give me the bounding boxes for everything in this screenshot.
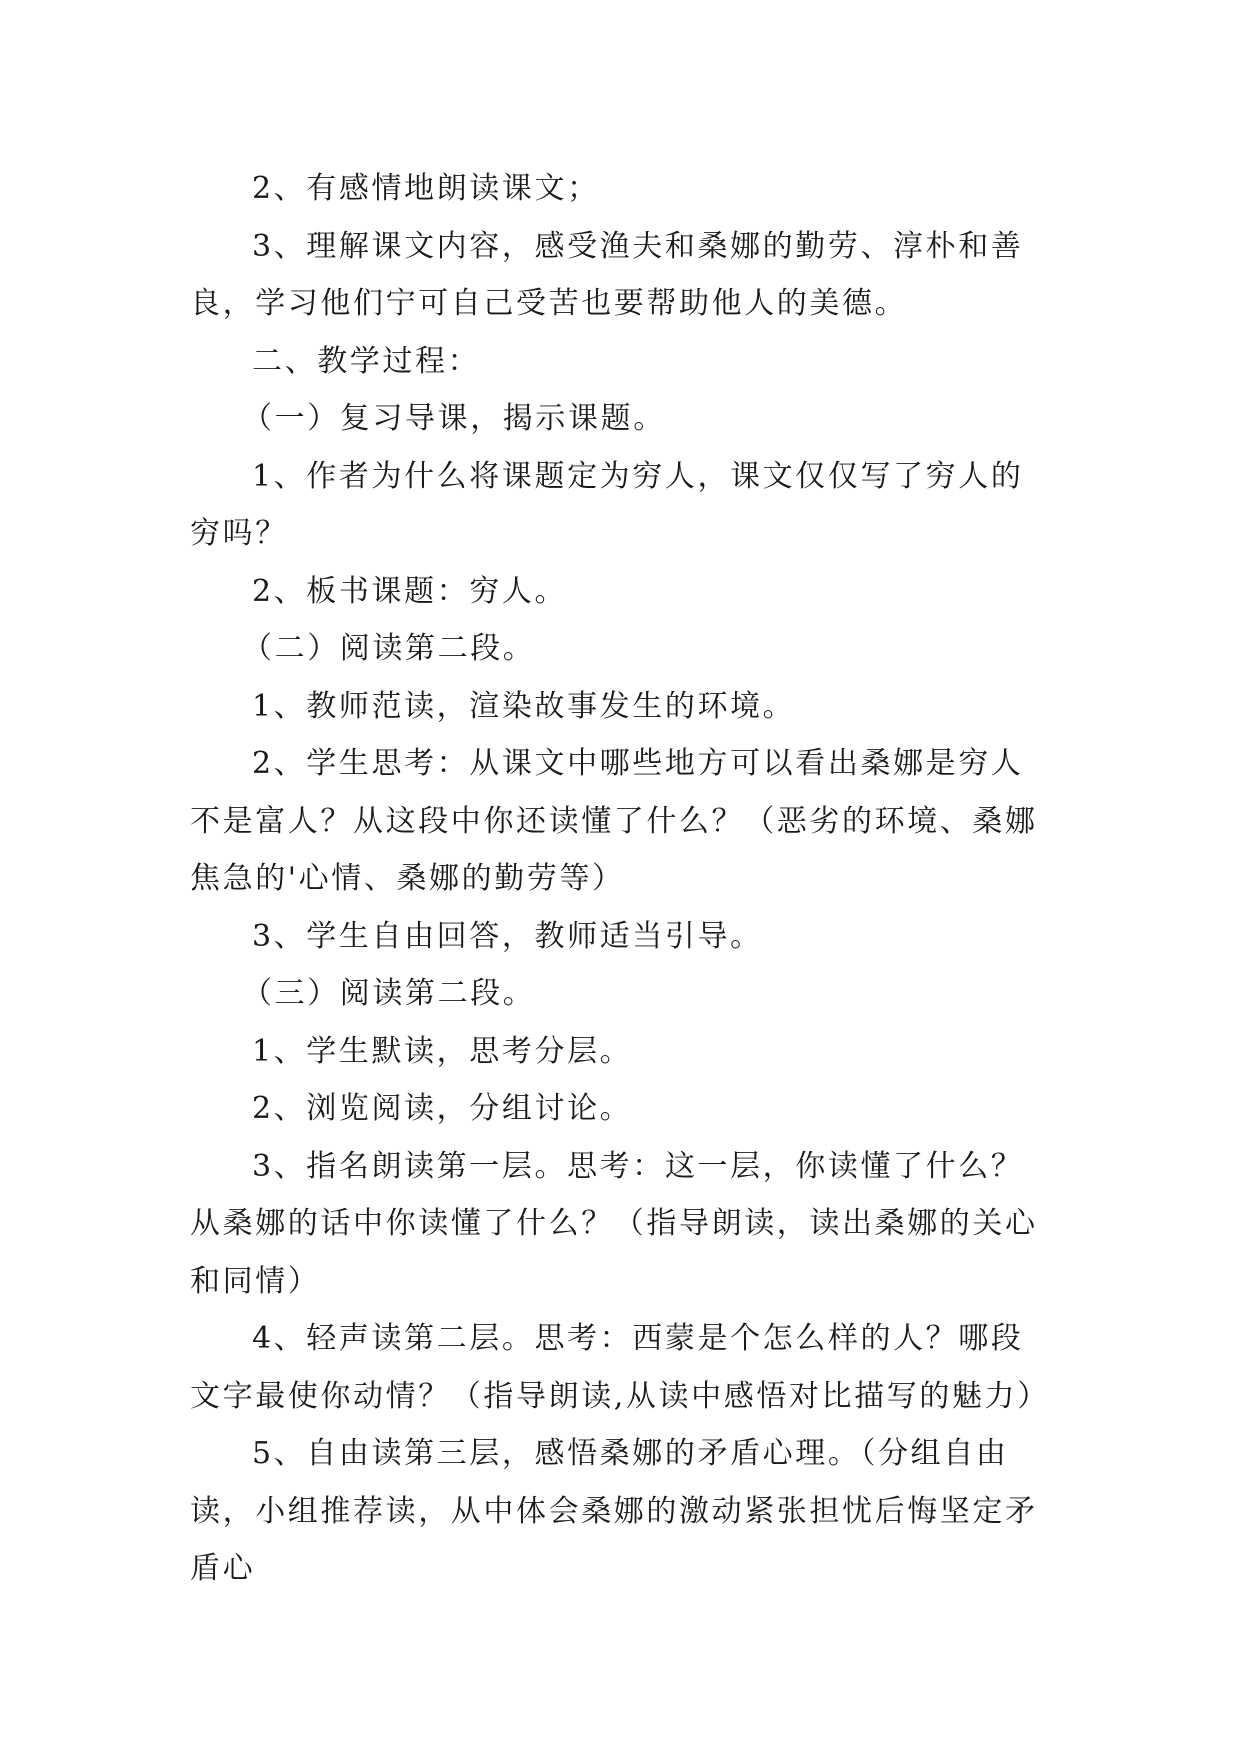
paragraph-objective-2: 2、有感情地朗读课文； (252, 171, 600, 206)
paragraph-read-third-2: 2、浏览阅读，分组讨论。 (252, 1091, 633, 1126)
paragraph-objective-3: 3、理解课文内容，感受渔夫和桑娜的勤劳、淳朴和善良，学习他们宁可自己受苦也要帮助他人的美德。 (190, 228, 1024, 321)
document-body (190, 160, 1050, 1598)
paragraph-review-2: 2、板书课题：穷人。 (252, 573, 568, 609)
paragraph-read-third-1: 1、学生默读，思考分层。 (252, 1033, 633, 1069)
paragraph-read-third-4: 4、轻声读第二层。思考：西蒙是个怎么样的人？哪段文字最使你动情？（指导朗读,从读中感悟对比描写的魅力） (190, 1321, 1050, 1414)
subsection-heading-review: （一）复习导课，揭示课题。 (242, 401, 666, 436)
paragraph-read-third-3: 3、指名朗读第一层。思考：这一层，你读懂了什么？从桑娜的话中你读懂了什么？（指导朗读，读出桑娜的关心和同情） (190, 1148, 1038, 1299)
paragraph-read-third-5: 5、自由读第三层，感悟桑娜的矛盾心理。（分组自由读，小组推荐读，从中体会桑娜的激动紧张担忧后悔坚定矛盾心 (190, 1436, 1038, 1586)
subsection-heading-read-second: （二）阅读第二段。 (242, 631, 536, 666)
paragraph-read-second-1: 1、教师范读，渲染故事发生的环境。 (252, 688, 796, 724)
paragraph-review-1: 1、作者为什么将课题定为穷人，课文仅仅写了穷人的穷吗？ (190, 458, 1024, 551)
subsection-heading-read-third: （三）阅读第二段。 (242, 976, 536, 1011)
section-heading-teaching-process: 二、教学过程： (252, 343, 481, 379)
paragraph-read-second-2: 2、学生思考：从课文中哪些地方可以看出桑娜是穷人不是富人？从这段中你还读懂了什么？（恶劣的环境、桑娜焦急的'心情、桑娜的勤劳等） (190, 746, 1038, 896)
paragraph-read-second-3: 3、学生自由回答，教师适当引导。 (252, 918, 763, 954)
